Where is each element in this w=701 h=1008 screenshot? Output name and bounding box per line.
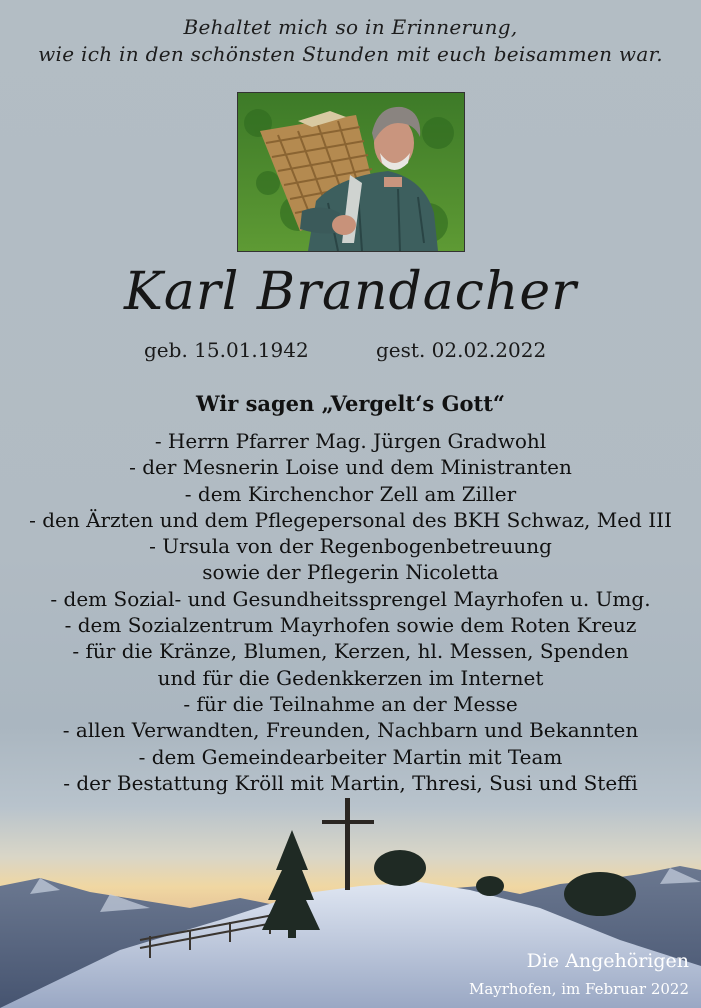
thanks-line: - den Ärzten und dem Pflegepersonal des BKH Schwaz, Med III (29, 507, 672, 532)
thanks-line: und für die Gedenkkerzen im Internet (157, 665, 544, 690)
memorial-motto (0, 14, 701, 68)
thanks-line: - dem Sozial- und Gesundheitssprengel Mayrhofen u. Umg. (50, 586, 651, 611)
thanks-line: - für die Teilnahme an der Messe (183, 691, 518, 716)
thanks-list (0, 428, 701, 796)
signature-place-date: Mayrhofen, im Februar 2022 (468, 980, 689, 998)
death-date: gest. 02.02.2022 (376, 338, 547, 362)
thanks-heading: Wir sagen „Vergelt‘s Gott“ (196, 391, 505, 416)
thanks-line: - dem Kirchenchor Zell am Ziller (184, 481, 517, 506)
thanks-line: - für die Kränze, Blumen, Kerzen, hl. Messen, Spenden (72, 639, 629, 664)
thanks-line: - dem Gemeindearbeiter Martin mit Team (138, 744, 563, 769)
portrait-photo (237, 92, 465, 252)
birth-date: geb. 15.01.1942 (144, 338, 309, 362)
motto-line-2: wie ich in den schönsten Stunden mit euch beisammen war. (38, 42, 663, 66)
motto-line-1: Behaltet mich so in Erinnerung, (183, 15, 518, 39)
thanks-line: - allen Verwandten, Freunden, Nachbarn und Bekannten (62, 718, 639, 743)
signature-family: Die Angehörigen (526, 950, 689, 972)
deceased-name: Karl Brandacher (124, 262, 577, 322)
mountain-summit-scene (0, 790, 701, 1008)
thanks-line: - Ursula von der Regenbogenbetreuung (149, 534, 552, 559)
thanks-line: - Herrn Pfarrer Mag. Jürgen Gradwohl (154, 429, 547, 453)
thanks-line: sowie der Pflegerin Nicoletta (202, 560, 499, 585)
thanks-line: - der Mesnerin Loise und dem Ministranten (129, 455, 572, 480)
thanks-line: - dem Sozialzentrum Mayrhofen sowie dem Roten Kreuz (64, 613, 637, 638)
thanks-line: - der Bestattung Kröll mit Martin, Thresi, Susi und Steffi (63, 770, 638, 795)
